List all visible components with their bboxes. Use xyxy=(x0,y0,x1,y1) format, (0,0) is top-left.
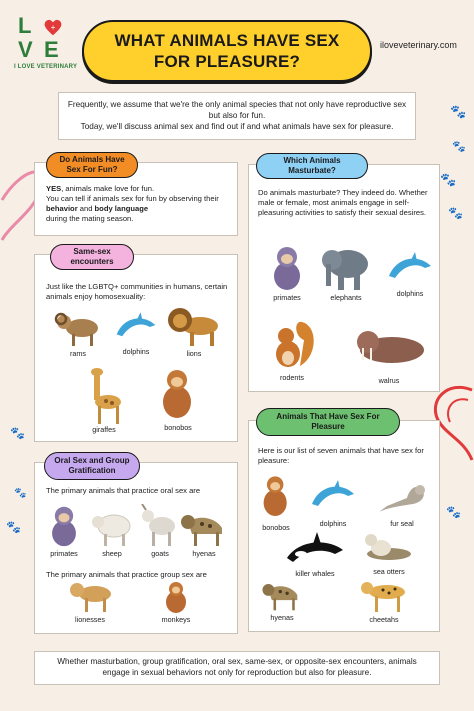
hyena-icon xyxy=(258,578,306,612)
goat-icon xyxy=(140,504,180,548)
animal-bonobo xyxy=(254,472,298,532)
bonobo-icon xyxy=(155,368,201,422)
animal-label: giraffes xyxy=(92,425,116,434)
animal-lioness xyxy=(62,580,118,624)
animal-dolphin xyxy=(110,308,162,356)
oral-text1: The primary animals that practice oral sex are xyxy=(46,486,201,495)
elephant-icon xyxy=(320,242,372,292)
animal-dolphin xyxy=(384,248,436,298)
animal-label: lions xyxy=(186,349,202,358)
pleasure-tag: Animals That Have Sex For Pleasure xyxy=(256,408,400,436)
orca-icon xyxy=(283,532,347,568)
seal-icon xyxy=(373,480,431,518)
lion-icon xyxy=(166,304,222,348)
animal-label: hyenas xyxy=(192,549,216,558)
pleasure-text: Here is our list of seven animals that have sex for pleasure: xyxy=(258,446,424,465)
paw-icon: 🐾 xyxy=(440,172,457,187)
animal-ram xyxy=(50,308,106,358)
animal-lion xyxy=(164,304,224,358)
paw-icon: 🐾 xyxy=(6,520,21,534)
animal-bonobo xyxy=(150,368,206,432)
animal-walrus xyxy=(350,322,428,385)
animal-label: primates xyxy=(273,293,301,302)
animal-rodent xyxy=(262,316,322,382)
animal-label: sheep xyxy=(102,549,122,558)
squirrel-icon xyxy=(264,316,320,372)
dolphin-icon xyxy=(113,308,159,346)
primate-icon xyxy=(44,504,84,548)
animal-label: cheetahs xyxy=(369,615,399,624)
ram-icon xyxy=(52,308,104,348)
animal-label: killer whales xyxy=(295,569,335,578)
fun-p2b: during the mating season. xyxy=(46,214,134,223)
oral-text2: The primary animals that practice group sex are xyxy=(46,570,207,579)
animal-label: elephants xyxy=(330,293,362,302)
fun-body: body language xyxy=(94,204,149,213)
animal-hyena xyxy=(178,508,230,558)
paw-icon: 🐾 xyxy=(14,488,27,499)
sheep-icon xyxy=(90,508,134,548)
logo xyxy=(14,14,76,76)
animal-fur-seal xyxy=(370,480,434,528)
oral-tag: Oral Sex and Group Gratification xyxy=(44,452,140,480)
animal-sea-otter xyxy=(356,530,422,576)
logo-letter: E xyxy=(44,37,59,62)
animal-label: bonobos xyxy=(164,423,192,432)
walrus-icon xyxy=(352,322,426,366)
animal-label: lionesses xyxy=(75,615,105,624)
giraffe-icon xyxy=(84,366,124,424)
paw-icon: 🐾 xyxy=(452,141,466,153)
animal-label: rams xyxy=(70,349,86,358)
animal-label: fur seal xyxy=(390,519,414,528)
intro-line1: Frequently, we assume that we're the only animal species that not only have reproductive sex but also for fun. xyxy=(67,100,407,120)
cheetah-icon xyxy=(355,576,413,614)
paw-icon: 🐾 xyxy=(446,505,461,519)
animal-cheetah xyxy=(352,576,416,624)
animal-killer-whale xyxy=(280,532,350,578)
animal-label: goats xyxy=(151,549,169,558)
fun-p1: , animals make love for fun. xyxy=(61,184,155,193)
logo-tagline: I LOVE VETERINARY xyxy=(14,64,78,70)
fun-tag: Do Animals Have Sex For Fun? xyxy=(46,152,138,178)
dolphin-icon xyxy=(385,248,435,288)
animal-label: hyenas xyxy=(270,613,294,622)
svg-text:+: + xyxy=(50,22,56,32)
primate-icon xyxy=(267,244,307,292)
monkey-icon xyxy=(159,580,193,614)
fun-p2a: You can tell if animals sex for fun by observing their xyxy=(46,194,219,203)
animal-label: monkeys xyxy=(161,615,191,624)
animal-label: primates xyxy=(50,549,78,558)
animal-monkey xyxy=(148,580,204,624)
heart-icon xyxy=(42,16,64,38)
otter-icon xyxy=(359,530,419,566)
logo-letter: V xyxy=(18,37,33,62)
animal-label: bonobos xyxy=(262,523,290,532)
logo-letter: L xyxy=(18,13,32,38)
site-url[interactable]: iloveveterinary.com xyxy=(380,40,457,50)
masturbate-tag: Which Animals Masturbate? xyxy=(256,153,368,179)
animal-goat xyxy=(138,504,182,558)
animal-primate xyxy=(40,504,88,558)
paw-icon: 🐾 xyxy=(10,426,25,440)
animal-label: dolphins xyxy=(122,347,150,356)
page-title xyxy=(82,20,372,82)
bonobo-icon xyxy=(257,472,295,522)
samesex-text: Just like the LGBTQ+ communities in humans, certain animals enjoy homosexuality: xyxy=(46,282,228,301)
animal-label: sea otters xyxy=(373,567,405,576)
outro-text: Whether masturbation, group gratification, oral sex, same-sex, or opposite-sex encounters, animals engage in sexual behaviors not only for reproduction but also for pleasure. xyxy=(57,657,417,677)
animal-elephant xyxy=(318,242,374,302)
fun-text xyxy=(46,184,232,224)
lioness-icon xyxy=(65,580,115,614)
animal-dolphin xyxy=(306,474,360,528)
animal-label: dolphins xyxy=(319,519,347,528)
fun-yes: YES xyxy=(46,184,62,193)
fun-and: and xyxy=(77,204,95,213)
intro-card xyxy=(58,92,416,140)
dolphin-icon xyxy=(308,474,358,518)
intro-line2: Today, we'll discuss animal sex and find out if and what animals have sex for pleasure. xyxy=(80,122,394,131)
fun-behavior: behavior xyxy=(46,204,78,213)
animal-hyena xyxy=(256,578,308,622)
samesex-tag: Same-sex encounters xyxy=(50,244,134,270)
hyena-icon xyxy=(180,508,228,548)
animal-label: rodents xyxy=(280,373,304,382)
animal-sheep xyxy=(88,508,136,558)
masturbate-text: Do animals masturbate? They indeed do. Whether male or female, most animals engage in self-pleasuring activities to satisfy their sexual desires. xyxy=(258,188,428,217)
animal-label: dolphins xyxy=(396,289,424,298)
outro-card xyxy=(34,651,440,685)
paw-icon: 🐾 xyxy=(448,206,463,220)
animal-giraffe xyxy=(82,366,126,434)
page-title-text: WHAT ANIMALS HAVE SEX FOR PLEASURE? xyxy=(114,31,340,71)
animal-label: walrus xyxy=(378,376,400,385)
paw-icon: 🐾 xyxy=(450,104,467,119)
animal-primate xyxy=(262,244,312,302)
